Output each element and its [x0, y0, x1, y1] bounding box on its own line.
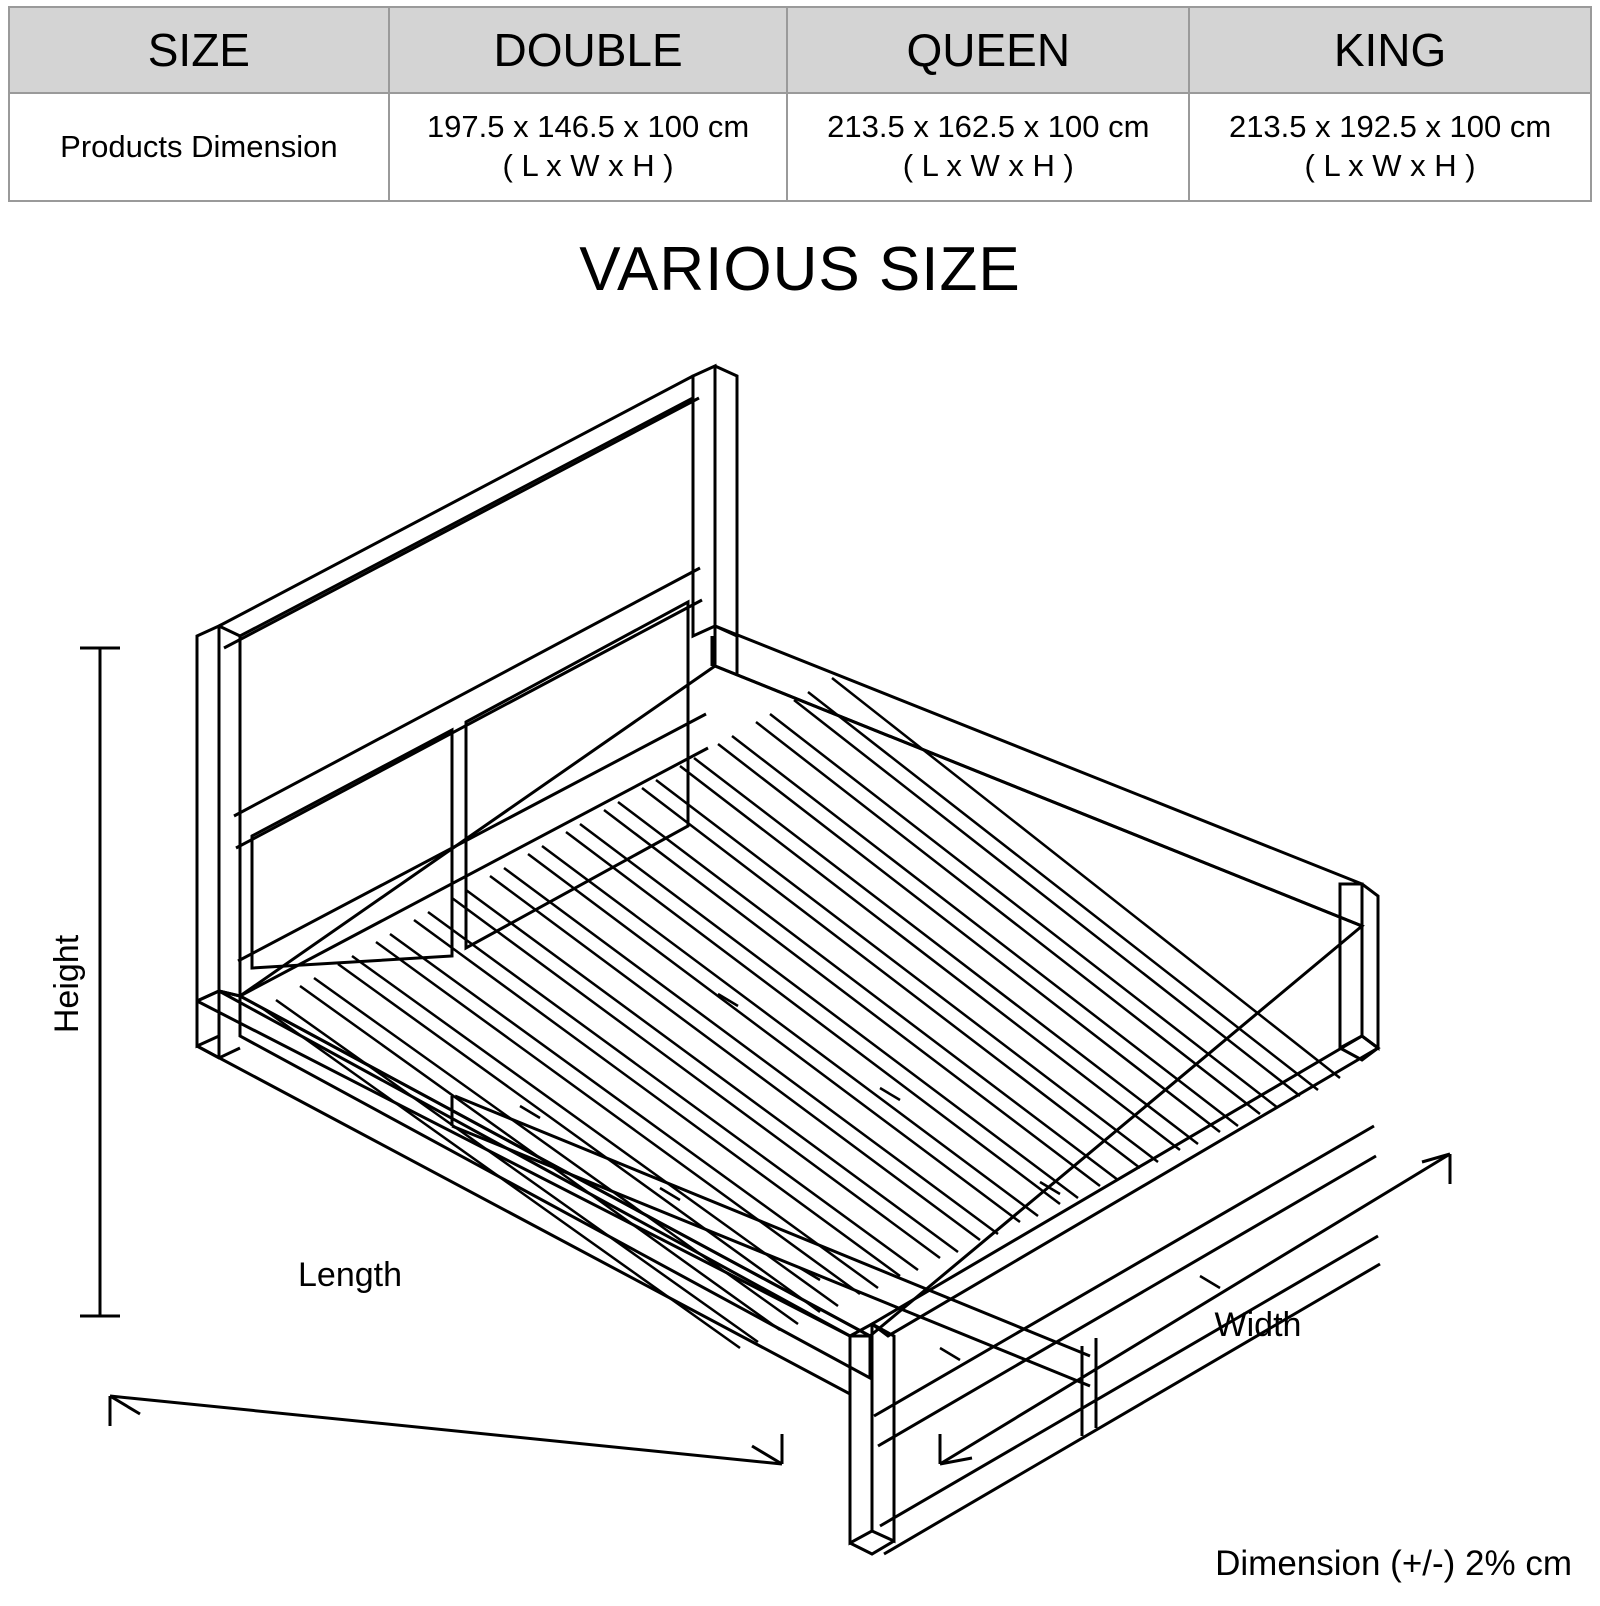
column-header-king: KING: [1189, 7, 1591, 93]
cell-queen-dimension-note: ( L x W x H ): [902, 148, 1074, 183]
height-label: Height: [48, 934, 86, 1034]
footboard-far-post-side: [1362, 884, 1378, 1048]
headboard-top-rail-lower: [224, 398, 699, 648]
slat-platform-outline: [240, 666, 1362, 1336]
cell-double-dimension-note: ( L x W x H ): [502, 148, 674, 183]
column-header-queen: QUEEN: [787, 7, 1189, 93]
table-header-row: [9, 7, 1591, 93]
headboard-lower-rail-upper: [238, 714, 706, 961]
column-header-size: SIZE: [9, 7, 389, 93]
headboard-left-post: [197, 626, 219, 1001]
headboard-left-post-side: [219, 626, 240, 996]
cell-king-dimension-note: ( L x W x H ): [1304, 148, 1476, 183]
table-header: [9, 7, 1591, 93]
cell-double-dimension-value: 197.5 x 146.5 x 100 cm: [426, 109, 750, 145]
table-row: [9, 93, 1591, 201]
length-dimension: [110, 1396, 782, 1464]
cell-double-dimension: [389, 93, 788, 201]
headboard-lower-rail-lower: [240, 748, 708, 996]
headboard-panel-left: [252, 730, 452, 968]
cell-king-dimension: [1189, 93, 1591, 201]
side-rail-near-joint: [197, 991, 219, 1046]
table-body: [9, 93, 1591, 201]
footboard-far-post: [1340, 884, 1362, 1048]
width-label: Width: [1214, 1306, 1302, 1344]
headboard-top-rail-inner: [240, 398, 693, 636]
size-specification-table: [8, 6, 1592, 202]
page-title: VARIOUS SIZE: [579, 235, 1021, 304]
side-rail-far: [715, 626, 1362, 926]
headboard-top-rail-upper: [219, 376, 693, 626]
dimension-tolerance-note: Dimension (+/-) 2% cm: [1215, 1544, 1572, 1583]
row-label-products-dimension: Products Dimension: [9, 93, 389, 201]
column-header-double: DOUBLE: [389, 7, 788, 93]
height-dimension: [80, 648, 120, 1316]
footboard-top-rail: [872, 1036, 1378, 1336]
cell-queen-dimension-value: 213.5 x 162.5 x 100 cm: [827, 109, 1150, 145]
cell-queen-dimension: [787, 93, 1189, 201]
bed-dimension-diagram: [0, 336, 1600, 1606]
headboard-right-post-side: [715, 366, 737, 636]
footboard-bottom-rail-lower: [884, 1264, 1380, 1554]
bed-frame-geometry: [197, 366, 1380, 1554]
footboard-bottom-rail-upper: [880, 1236, 1378, 1526]
footboard-near-post-side: [872, 1324, 894, 1541]
headboard-right-post: [693, 366, 715, 636]
slat-group: [262, 678, 1340, 1348]
cell-king-dimension-value: 213.5 x 192.5 x 100 cm: [1228, 109, 1552, 145]
length-label: Length: [298, 1256, 402, 1294]
bed-line-drawing: [0, 336, 1600, 1606]
